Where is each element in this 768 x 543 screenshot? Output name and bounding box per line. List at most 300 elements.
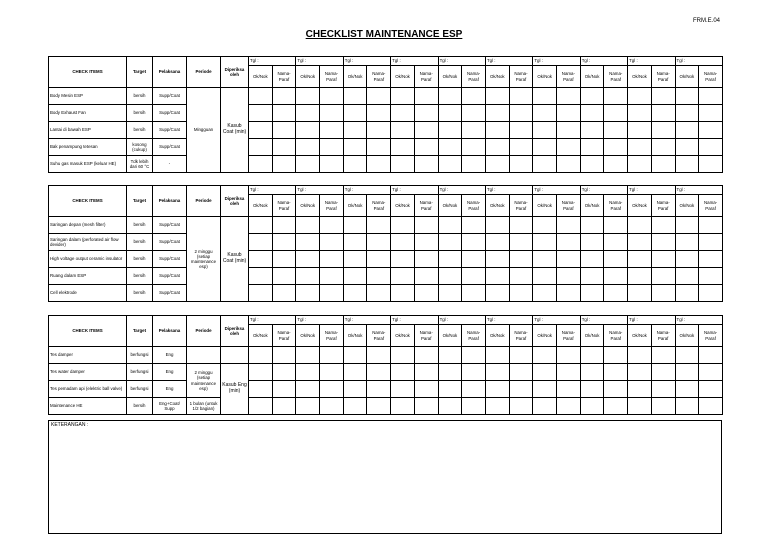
ok-nok-cell[interactable] [438, 217, 462, 234]
ok-nok-cell[interactable] [533, 347, 557, 364]
ok-nok-cell[interactable] [533, 217, 557, 234]
ok-nok-cell[interactable] [343, 268, 367, 285]
ok-nok-cell[interactable] [675, 156, 699, 173]
ok-nok-cell[interactable] [249, 364, 273, 381]
ok-nok-cell[interactable] [533, 139, 557, 156]
nama-paraf-cell[interactable] [509, 381, 533, 398]
nama-paraf-cell[interactable] [272, 234, 296, 251]
nama-paraf-cell[interactable] [272, 285, 296, 302]
ok-nok-cell[interactable] [296, 122, 320, 139]
ok-nok-cell[interactable] [485, 234, 509, 251]
ok-nok-cell[interactable] [391, 251, 415, 268]
nama-paraf-cell[interactable] [320, 88, 344, 105]
ok-nok-cell[interactable] [343, 364, 367, 381]
nama-paraf-cell[interactable] [414, 347, 438, 364]
nama-paraf-cell[interactable] [699, 285, 723, 302]
ok-nok-cell[interactable] [580, 139, 604, 156]
nama-paraf-cell[interactable] [414, 381, 438, 398]
ok-nok-cell[interactable] [391, 122, 415, 139]
ok-nok-cell[interactable] [580, 285, 604, 302]
ok-nok-cell[interactable] [628, 381, 652, 398]
nama-paraf-cell[interactable] [367, 364, 391, 381]
nama-paraf-cell[interactable] [699, 217, 723, 234]
nama-paraf-cell[interactable] [651, 381, 675, 398]
nama-paraf-cell[interactable] [272, 122, 296, 139]
nama-paraf-cell[interactable] [699, 381, 723, 398]
nama-paraf-cell[interactable] [272, 398, 296, 415]
ok-nok-cell[interactable] [580, 364, 604, 381]
nama-paraf-cell[interactable] [509, 268, 533, 285]
ok-nok-cell[interactable] [675, 88, 699, 105]
nama-paraf-cell[interactable] [509, 105, 533, 122]
nama-paraf-cell[interactable] [509, 251, 533, 268]
nama-paraf-cell[interactable] [414, 88, 438, 105]
nama-paraf-cell[interactable] [414, 234, 438, 251]
nama-paraf-cell[interactable] [272, 217, 296, 234]
ok-nok-cell[interactable] [628, 268, 652, 285]
ok-nok-cell[interactable] [343, 156, 367, 173]
nama-paraf-cell[interactable] [462, 139, 486, 156]
date-column-label: Tgl : [249, 316, 296, 325]
ok-nok-cell[interactable] [343, 285, 367, 302]
nama-paraf-cell[interactable] [320, 251, 344, 268]
nama-paraf-cell[interactable] [699, 347, 723, 364]
date-column-label: Tgl : [249, 186, 296, 195]
nama-paraf-cell[interactable] [462, 88, 486, 105]
ok-nok-cell[interactable] [296, 105, 320, 122]
nama-paraf-cell[interactable] [367, 234, 391, 251]
nama-paraf-cell[interactable] [604, 217, 628, 234]
ok-nok-cell[interactable] [343, 398, 367, 415]
ok-nok-cell[interactable] [438, 364, 462, 381]
nama-paraf-cell[interactable] [367, 122, 391, 139]
check-item-label: Tes pemadam api (elektric ball valve) [49, 381, 127, 398]
nama-paraf-cell[interactable] [604, 105, 628, 122]
nama-paraf-header: Nama-Paraf [272, 66, 296, 88]
ok-nok-cell[interactable] [296, 398, 320, 415]
ok-nok-cell[interactable] [296, 234, 320, 251]
nama-paraf-cell[interactable] [367, 347, 391, 364]
nama-paraf-cell[interactable] [320, 105, 344, 122]
ok-nok-cell[interactable] [628, 88, 652, 105]
ok-nok-cell[interactable] [438, 251, 462, 268]
nama-paraf-cell[interactable] [367, 381, 391, 398]
ok-nok-cell[interactable] [438, 139, 462, 156]
ok-nok-cell[interactable] [628, 122, 652, 139]
nama-paraf-cell[interactable] [557, 105, 581, 122]
ok-nok-cell[interactable] [628, 105, 652, 122]
ok-nok-cell[interactable] [391, 217, 415, 234]
ok-nok-cell[interactable] [343, 251, 367, 268]
ok-nok-cell[interactable] [249, 156, 273, 173]
ok-nok-cell[interactable] [580, 122, 604, 139]
ok-nok-cell[interactable] [391, 234, 415, 251]
ok-nok-cell[interactable] [533, 268, 557, 285]
nama-paraf-cell[interactable] [604, 285, 628, 302]
nama-paraf-cell[interactable] [414, 251, 438, 268]
nama-paraf-cell[interactable] [272, 156, 296, 173]
nama-paraf-cell[interactable] [651, 285, 675, 302]
nama-paraf-cell[interactable] [699, 268, 723, 285]
nama-paraf-cell[interactable] [462, 381, 486, 398]
nama-paraf-cell[interactable] [699, 88, 723, 105]
ok-nok-cell[interactable] [391, 364, 415, 381]
nama-paraf-cell[interactable] [651, 347, 675, 364]
nama-paraf-cell[interactable] [509, 88, 533, 105]
ok-nok-cell[interactable] [343, 88, 367, 105]
nama-paraf-cell[interactable] [604, 156, 628, 173]
ok-nok-header: Ok/Nok [533, 325, 557, 347]
ok-nok-cell[interactable] [628, 364, 652, 381]
ok-nok-cell[interactable] [580, 217, 604, 234]
nama-paraf-cell[interactable] [651, 268, 675, 285]
ok-nok-cell[interactable] [675, 347, 699, 364]
ok-nok-cell[interactable] [296, 268, 320, 285]
nama-paraf-cell[interactable] [557, 398, 581, 415]
ok-nok-cell[interactable] [580, 156, 604, 173]
ok-nok-cell[interactable] [580, 398, 604, 415]
nama-paraf-cell[interactable] [414, 398, 438, 415]
nama-paraf-cell[interactable] [320, 285, 344, 302]
nama-paraf-cell[interactable] [272, 251, 296, 268]
nama-paraf-cell[interactable] [414, 156, 438, 173]
nama-paraf-cell[interactable] [509, 364, 533, 381]
ok-nok-cell[interactable] [675, 139, 699, 156]
ok-nok-cell[interactable] [675, 105, 699, 122]
ok-nok-cell[interactable] [391, 139, 415, 156]
nama-paraf-cell[interactable] [320, 398, 344, 415]
nama-paraf-cell[interactable] [699, 122, 723, 139]
ok-nok-cell[interactable] [391, 88, 415, 105]
nama-paraf-cell[interactable] [699, 398, 723, 415]
nama-paraf-cell[interactable] [462, 105, 486, 122]
nama-paraf-cell[interactable] [651, 88, 675, 105]
ok-nok-cell[interactable] [249, 251, 273, 268]
nama-paraf-cell[interactable] [557, 381, 581, 398]
ok-nok-cell[interactable] [675, 122, 699, 139]
nama-paraf-cell[interactable] [414, 268, 438, 285]
nama-paraf-cell[interactable] [320, 381, 344, 398]
ok-nok-cell[interactable] [296, 217, 320, 234]
nama-paraf-cell[interactable] [604, 268, 628, 285]
nama-paraf-cell[interactable] [699, 364, 723, 381]
ok-nok-cell[interactable] [391, 105, 415, 122]
nama-paraf-cell[interactable] [320, 139, 344, 156]
nama-paraf-cell[interactable] [557, 217, 581, 234]
ok-nok-cell[interactable] [485, 364, 509, 381]
nama-paraf-cell[interactable] [604, 381, 628, 398]
ok-nok-cell[interactable] [580, 234, 604, 251]
date-column-label: Tgl : [391, 316, 438, 325]
ok-nok-cell[interactable] [628, 217, 652, 234]
nama-paraf-header: Nama-Paraf [557, 325, 581, 347]
ok-nok-cell[interactable] [343, 347, 367, 364]
nama-paraf-cell[interactable] [367, 285, 391, 302]
nama-paraf-cell[interactable] [367, 217, 391, 234]
ok-nok-header: Ok/Nok [249, 195, 273, 217]
ok-nok-cell[interactable] [249, 217, 273, 234]
nama-paraf-cell[interactable] [367, 398, 391, 415]
ok-nok-cell[interactable] [675, 364, 699, 381]
ok-nok-cell[interactable] [438, 398, 462, 415]
ok-nok-header: Ok/Nok [485, 195, 509, 217]
ok-nok-cell[interactable] [533, 285, 557, 302]
nama-paraf-cell[interactable] [462, 122, 486, 139]
nama-paraf-cell[interactable] [509, 234, 533, 251]
ok-nok-cell[interactable] [391, 268, 415, 285]
nama-paraf-cell[interactable] [462, 398, 486, 415]
ok-nok-cell[interactable] [296, 251, 320, 268]
ok-nok-cell[interactable] [249, 105, 273, 122]
nama-paraf-cell[interactable] [651, 364, 675, 381]
ok-nok-cell[interactable] [249, 88, 273, 105]
ok-nok-cell[interactable] [249, 139, 273, 156]
ok-nok-cell[interactable] [438, 105, 462, 122]
table-row [49, 139, 723, 156]
ok-nok-cell[interactable] [438, 347, 462, 364]
ok-nok-cell[interactable] [485, 122, 509, 139]
ok-nok-cell[interactable] [485, 381, 509, 398]
nama-paraf-cell[interactable] [462, 364, 486, 381]
ok-nok-cell[interactable] [438, 381, 462, 398]
target-value: bersih [127, 268, 153, 285]
ok-nok-cell[interactable] [438, 268, 462, 285]
ok-nok-cell[interactable] [249, 398, 273, 415]
nama-paraf-cell[interactable] [367, 268, 391, 285]
ok-nok-cell[interactable] [533, 156, 557, 173]
nama-paraf-cell[interactable] [651, 398, 675, 415]
ok-nok-cell[interactable] [533, 122, 557, 139]
nama-paraf-cell[interactable] [462, 268, 486, 285]
ok-nok-cell[interactable] [485, 88, 509, 105]
nama-paraf-cell[interactable] [320, 217, 344, 234]
nama-paraf-cell[interactable] [367, 156, 391, 173]
nama-paraf-cell[interactable] [367, 251, 391, 268]
ok-nok-cell[interactable] [485, 139, 509, 156]
ok-nok-cell[interactable] [628, 251, 652, 268]
nama-paraf-cell[interactable] [699, 234, 723, 251]
nama-paraf-cell[interactable] [651, 156, 675, 173]
nama-paraf-cell[interactable] [604, 139, 628, 156]
nama-paraf-cell[interactable] [509, 217, 533, 234]
ok-nok-cell[interactable] [675, 234, 699, 251]
ok-nok-cell[interactable] [485, 285, 509, 302]
nama-paraf-cell[interactable] [320, 364, 344, 381]
ok-nok-cell[interactable] [485, 105, 509, 122]
nama-paraf-header: Nama-Paraf [509, 195, 533, 217]
nama-paraf-cell[interactable] [462, 285, 486, 302]
nama-paraf-cell[interactable] [320, 234, 344, 251]
nama-paraf-cell[interactable] [557, 88, 581, 105]
date-column-label: Tgl : [343, 57, 390, 66]
nama-paraf-header: Nama-Paraf [509, 66, 533, 88]
ok-nok-cell[interactable] [391, 285, 415, 302]
ok-nok-cell[interactable] [249, 234, 273, 251]
ok-nok-cell[interactable] [485, 268, 509, 285]
nama-paraf-cell[interactable] [414, 364, 438, 381]
nama-paraf-cell[interactable] [272, 139, 296, 156]
ok-nok-cell[interactable] [343, 217, 367, 234]
ok-nok-cell[interactable] [485, 251, 509, 268]
nama-paraf-cell[interactable] [699, 251, 723, 268]
ok-nok-cell[interactable] [628, 234, 652, 251]
nama-paraf-cell[interactable] [651, 234, 675, 251]
ok-nok-cell[interactable] [675, 381, 699, 398]
ok-nok-cell[interactable] [296, 285, 320, 302]
nama-paraf-cell[interactable] [651, 139, 675, 156]
nama-paraf-cell[interactable] [320, 268, 344, 285]
ok-nok-cell[interactable] [580, 268, 604, 285]
ok-nok-cell[interactable] [580, 105, 604, 122]
ok-nok-cell[interactable] [628, 398, 652, 415]
nama-paraf-cell[interactable] [651, 217, 675, 234]
nama-paraf-cell[interactable] [462, 251, 486, 268]
nama-paraf-cell[interactable] [414, 217, 438, 234]
ok-nok-cell[interactable] [485, 398, 509, 415]
ok-nok-cell[interactable] [533, 364, 557, 381]
nama-paraf-cell[interactable] [462, 347, 486, 364]
ok-nok-cell[interactable] [485, 347, 509, 364]
ok-nok-cell[interactable] [343, 122, 367, 139]
ok-nok-cell[interactable] [249, 381, 273, 398]
ok-nok-cell[interactable] [343, 105, 367, 122]
ok-nok-header: Ok/Nok [391, 325, 415, 347]
nama-paraf-cell[interactable] [320, 122, 344, 139]
nama-paraf-cell[interactable] [557, 268, 581, 285]
ok-nok-cell[interactable] [391, 381, 415, 398]
ok-nok-cell[interactable] [533, 381, 557, 398]
nama-paraf-cell[interactable] [557, 364, 581, 381]
nama-paraf-cell[interactable] [604, 364, 628, 381]
nama-paraf-cell[interactable] [414, 105, 438, 122]
nama-paraf-cell[interactable] [557, 285, 581, 302]
ok-nok-cell[interactable] [533, 105, 557, 122]
nama-paraf-cell[interactable] [604, 122, 628, 139]
nama-paraf-cell[interactable] [557, 347, 581, 364]
ok-nok-cell[interactable] [391, 156, 415, 173]
nama-paraf-cell[interactable] [699, 139, 723, 156]
ok-nok-cell[interactable] [580, 381, 604, 398]
nama-paraf-header: Nama-Paraf [557, 66, 581, 88]
ok-nok-cell[interactable] [296, 347, 320, 364]
ok-nok-cell[interactable] [343, 139, 367, 156]
ok-nok-cell[interactable] [485, 156, 509, 173]
nama-paraf-cell[interactable] [651, 251, 675, 268]
nama-paraf-cell[interactable] [509, 122, 533, 139]
ok-nok-cell[interactable] [533, 88, 557, 105]
keterangan-box[interactable] [48, 420, 722, 534]
nama-paraf-cell[interactable] [557, 156, 581, 173]
ok-nok-cell[interactable] [249, 347, 273, 364]
nama-paraf-cell[interactable] [604, 398, 628, 415]
ok-nok-cell[interactable] [249, 122, 273, 139]
ok-nok-cell[interactable] [438, 122, 462, 139]
ok-nok-cell[interactable] [580, 251, 604, 268]
nama-paraf-cell[interactable] [414, 285, 438, 302]
nama-paraf-cell[interactable] [699, 105, 723, 122]
diperiksa-value: Kasub Coat (min) [221, 217, 249, 302]
nama-paraf-cell[interactable] [367, 139, 391, 156]
nama-paraf-cell[interactable] [272, 105, 296, 122]
ok-nok-cell[interactable] [675, 217, 699, 234]
ok-nok-cell[interactable] [343, 234, 367, 251]
pelaksana-value: Eng [153, 364, 187, 381]
nama-paraf-cell[interactable] [272, 88, 296, 105]
nama-paraf-cell[interactable] [320, 156, 344, 173]
ok-nok-cell[interactable] [580, 88, 604, 105]
nama-paraf-cell[interactable] [557, 234, 581, 251]
ok-nok-cell[interactable] [675, 285, 699, 302]
ok-nok-cell[interactable] [296, 381, 320, 398]
ok-nok-cell[interactable] [438, 234, 462, 251]
ok-nok-cell[interactable] [675, 268, 699, 285]
ok-nok-cell[interactable] [296, 139, 320, 156]
nama-paraf-cell[interactable] [509, 347, 533, 364]
nama-paraf-cell[interactable] [462, 156, 486, 173]
ok-nok-cell[interactable] [438, 88, 462, 105]
nama-paraf-cell[interactable] [604, 88, 628, 105]
nama-paraf-cell[interactable] [557, 139, 581, 156]
nama-paraf-cell[interactable] [604, 251, 628, 268]
ok-nok-cell[interactable] [391, 347, 415, 364]
header-periode: Periode [187, 186, 221, 217]
nama-paraf-cell[interactable] [699, 156, 723, 173]
ok-nok-cell[interactable] [296, 156, 320, 173]
ok-nok-cell[interactable] [675, 251, 699, 268]
nama-paraf-cell[interactable] [557, 251, 581, 268]
ok-nok-cell[interactable] [249, 268, 273, 285]
nama-paraf-cell[interactable] [604, 234, 628, 251]
nama-paraf-cell[interactable] [509, 139, 533, 156]
ok-nok-cell[interactable] [296, 88, 320, 105]
nama-paraf-cell[interactable] [462, 234, 486, 251]
nama-paraf-cell[interactable] [651, 105, 675, 122]
nama-paraf-cell[interactable] [414, 139, 438, 156]
ok-nok-cell[interactable] [628, 285, 652, 302]
ok-nok-cell[interactable] [628, 139, 652, 156]
ok-nok-cell[interactable] [249, 285, 273, 302]
ok-nok-cell[interactable] [296, 364, 320, 381]
ok-nok-cell[interactable] [343, 381, 367, 398]
nama-paraf-cell[interactable] [320, 347, 344, 364]
nama-paraf-cell[interactable] [367, 88, 391, 105]
nama-paraf-cell[interactable] [414, 122, 438, 139]
ok-nok-cell[interactable] [533, 234, 557, 251]
nama-paraf-cell[interactable] [272, 347, 296, 364]
ok-nok-cell[interactable] [628, 347, 652, 364]
ok-nok-cell[interactable] [485, 217, 509, 234]
nama-paraf-cell[interactable] [557, 122, 581, 139]
ok-nok-cell[interactable] [628, 156, 652, 173]
nama-paraf-cell[interactable] [509, 285, 533, 302]
ok-nok-cell[interactable] [675, 398, 699, 415]
ok-nok-cell[interactable] [438, 285, 462, 302]
nama-paraf-cell[interactable] [651, 122, 675, 139]
nama-paraf-cell[interactable] [272, 364, 296, 381]
nama-paraf-cell[interactable] [462, 217, 486, 234]
nama-paraf-cell[interactable] [604, 347, 628, 364]
nama-paraf-cell[interactable] [272, 381, 296, 398]
nama-paraf-cell[interactable] [509, 398, 533, 415]
ok-nok-cell[interactable] [533, 251, 557, 268]
nama-paraf-cell[interactable] [367, 105, 391, 122]
nama-paraf-cell[interactable] [272, 268, 296, 285]
ok-nok-cell[interactable] [438, 156, 462, 173]
ok-nok-cell[interactable] [580, 347, 604, 364]
ok-nok-cell[interactable] [391, 398, 415, 415]
nama-paraf-cell[interactable] [509, 156, 533, 173]
ok-nok-cell[interactable] [533, 398, 557, 415]
